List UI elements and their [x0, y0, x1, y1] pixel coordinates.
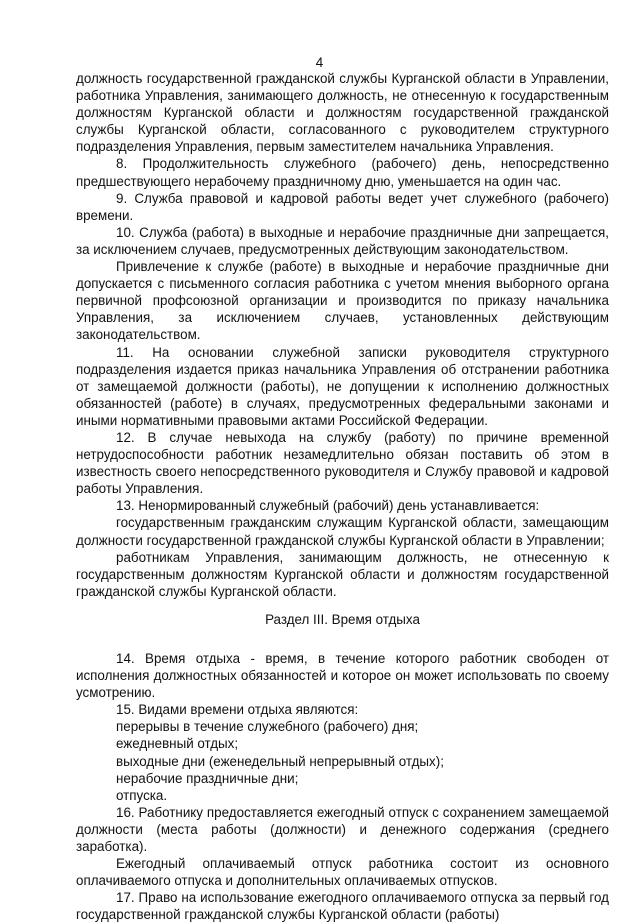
paragraph: должность государственной гражданской службы Курганской области в Управлении, работника Управления, занимающего должность, не отнесенную к государственным должностям Курганской области и должностям государственной гражданской службы Курганской области, согласованного с руководителем структурного подразделения Управления, первым заместителем начальника Управления.: [76, 71, 609, 155]
paragraph: 9. Служба правовой и кадровой работы ведет учет служебного (рабочего) времени.: [76, 190, 609, 223]
paragraph: ежедневный отдых;: [116, 736, 239, 752]
paragraphs-after-section: [76, 650, 609, 924]
paragraph: 8. Продолжительность служебного (рабочего) день, непосредственно предшествующего нерабочему праздничному дню, уменьшается на один час.: [76, 156, 609, 189]
paragraph: работникам Управления, занимающим должность, не отнесенную к государственным должностям Курганской области и должностям государственной гражданской службы Курганской области.: [76, 549, 609, 599]
paragraph: 13. Ненормированный служебный (рабочий) день устанавливается:: [116, 498, 540, 514]
paragraph: Привлечение к службе (работе) в выходные и нерабочие праздничные дни допускается с письменного согласия работника с учетом мнения выборного органа первичной профсоюзной организации и производится по приказу начальника Управления, за исключением случаев, установленных действующим законодательством.: [76, 259, 609, 343]
paragraph: перерывы в течение служебного (рабочего) дня;: [116, 719, 419, 735]
paragraph: нерабочие праздничные дни;: [116, 770, 299, 786]
document-body: [76, 70, 609, 924]
page-number: 4: [315, 55, 324, 70]
section-heading: Раздел III. Время отдыха: [265, 611, 420, 627]
paragraph: 12. В случае невыхода на службу (работу) по причине временной нетрудоспособности работник незамедлительно обязан поставить об этом в известность своего непосредственного руководителя и Службу правовой и кадровой работы Управления.: [76, 429, 609, 497]
paragraph: 10. Служба (работа) в выходные и нерабочие праздничные дни запрещается, за исключением случаев, предусмотренных действующим законодательством.: [76, 224, 609, 257]
paragraph: государственным гражданским служащим Курганской области, замещающим должности государственной гражданской службы Курганской области в Управлении;: [76, 515, 609, 548]
paragraph: 15. Видами времени отдыха являются:: [116, 702, 359, 718]
paragraphs-before-section: [76, 70, 609, 600]
paragraph: 11. На основании служебной записки руководителя структурного подразделения издается приказ начальника Управления об отстранении работника от замещаемой должности (работы), не допущении к исполнению должностных обязанностей (работе) в случаях, предусмотренных федеральными законами и иными нормативными правовыми актами Российской Федерации.: [76, 344, 609, 428]
paragraph: Ежегодный оплачиваемый отпуск работника состоит из основного оплачиваемого отпуска и дополнительных оплачиваемых отпусков.: [76, 856, 609, 889]
paragraph: выходные дни (еженедельный непрерывный отдых);: [116, 753, 444, 769]
paragraph: отпуска.: [116, 787, 168, 803]
paragraph: 17. Право на использование ежегодного оплачиваемого отпуска за первый год государственной гражданской службы Курганской области (работы): [76, 890, 609, 923]
paragraph: 14. Время отдыха - время, в течение которого работник свободен от исполнения должностных обязанностей и которое он может использовать по своему усмотрению.: [76, 651, 609, 701]
paragraph: 16. Работнику предоставляется ежегодный отпуск с сохранением замещаемой должности (места работы (должности) и денежного содержания (среднего заработка).: [76, 804, 609, 855]
